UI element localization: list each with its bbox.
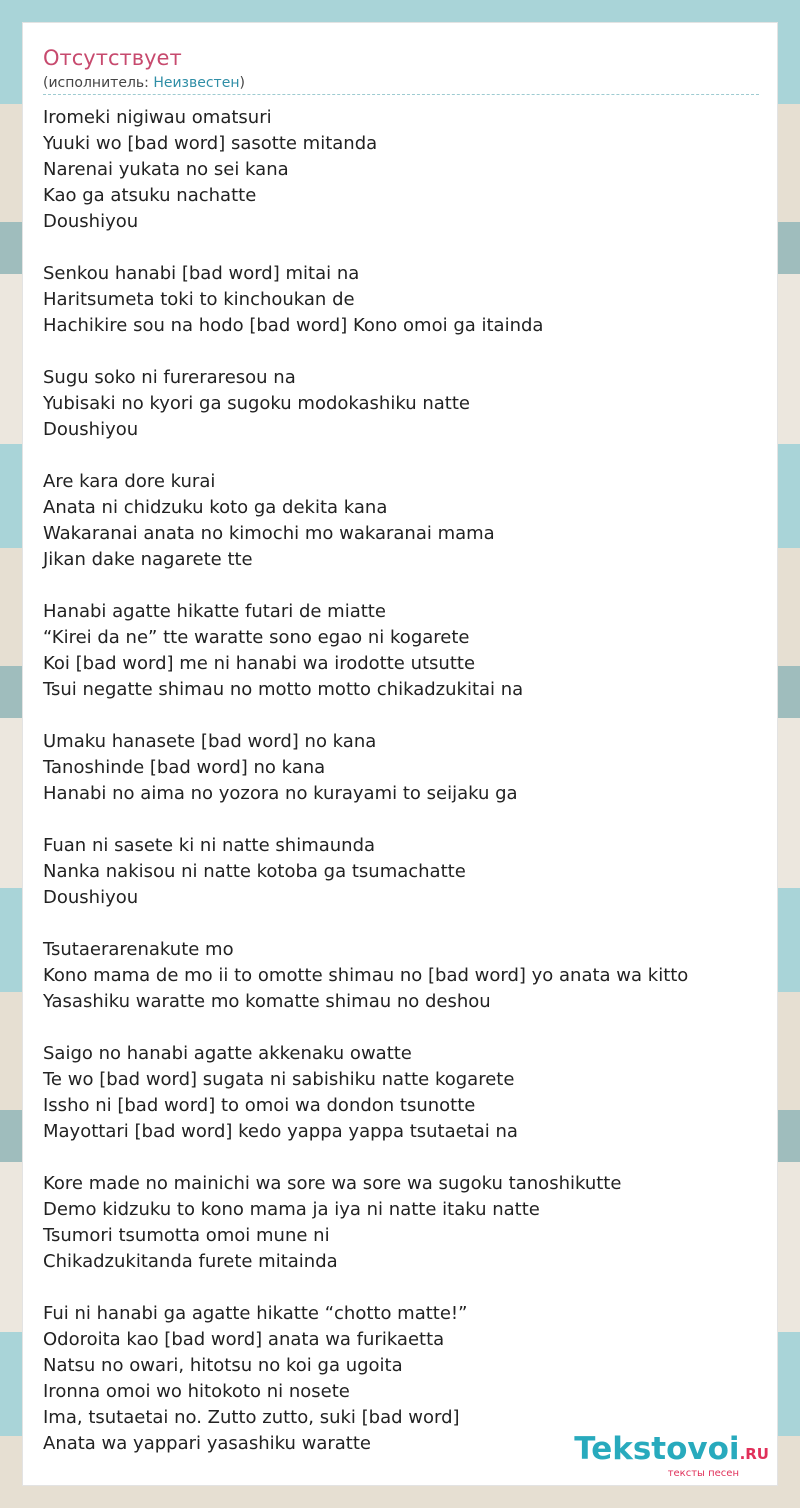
brand-name: Tekstovoi xyxy=(574,1431,740,1467)
title-divider xyxy=(43,94,759,95)
song-title: Отсутствует xyxy=(43,46,182,70)
performer-prefix: (исполнитель: xyxy=(43,75,154,91)
performer-line xyxy=(43,74,245,92)
brand-logo[interactable] xyxy=(574,1432,769,1479)
performer-suffix: ) xyxy=(239,75,245,91)
brand-tld: .RU xyxy=(739,1445,769,1463)
lyrics-card xyxy=(22,22,778,1486)
performer-link[interactable]: Неизвестен xyxy=(153,75,240,91)
lyrics-text: Iromeki nigiwau omatsuri Yuuki wo [bad word] sasotte mitanda Narenai yukata no sei kana Kao ga atsuku nachatte Doushiyou Senkou hanabi [bad word] mitai na Haritsumeta toki to kinchoukan de Hachikire sou na hodo [bad word] Kono omoi ga itainda Sugu soko ni fureraresou na Yubisaki no kyori ga sugoku modokashiku natte Doushiyou Are kara dore kurai Anata ni chidzuku koto ga dekita kana Wakaranai anata no kimochi mo wakaranai mama Jikan dake nagarete tte Hanabi agatte hikatte futari de miatte “Kirei da ne” tte waratte sono egao ni kogarete Koi [bad word] me ni hanabi wa irodotte utsutte Tsui negatte shimau no motto motto chikadzukitai na Umaku hanasete [bad word] no kana Tanoshinde [bad word] no kana Hanabi no aima no yozora no kurayami to seijaku ga Fuan ni sasete ki ni natte shimaunda Nanka nakisou ni natte kotoba ga tsumachatte Doushiyou Tsutaerarenakute mo Kono mama de mo ii to omotte shimau no [bad word] yo anata wa kitto Yasashiku waratte mo komatte shimau no deshou Saigo no hanabi agatte akkenaku owatte Te wo [bad word] sugata ni sabishiku natte kogarete Issho ni [bad word] to omoi wa dondon tsunotte Mayottari [bad word] kedo yappa yappa tsutaetai na Kore made no mainichi wa sore wa sore wa sugoku tanoshikutte Demo kidzuku to kono mama ja iya ni natte itaku natte Tsumori tsumotta omoi mune ni Chikadzukitanda furete mitainda Fui ni hanabi ga agatte hikatte “chotto matte!” Odoroita kao [bad word] anata wa furikaetta Natsu no owari, hitotsu no koi ga ugoita Ironna omoi wo hitokoto ni nosete Ima, tsutaetai no. Zutto zutto, suki [bad word] Anata wa yappari yasashiku waratte xyxy=(43,107,689,1454)
brand-wordmark xyxy=(574,1432,769,1471)
brand-tagline: тексты песен xyxy=(667,1468,739,1479)
